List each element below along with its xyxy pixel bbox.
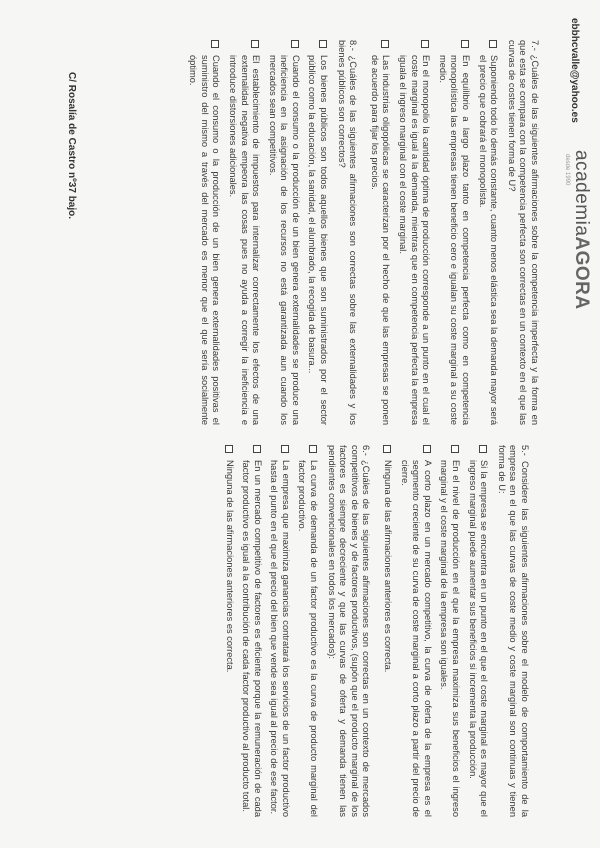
option-text: Los bienes públicos son todos aquellos bienes que son suministrados por el sector público como la educación, la sanidad, el alumbrado, la recogida de basura...: [307, 55, 330, 425]
right-column: [182, 40, 540, 425]
option-text: A corto plazo en un mercado competitivo, la curva de oferta de la empresa es el segmento creciente de su curva de coste marginal a corto plazo a partir del precio de cierre.: [399, 460, 433, 817]
q5-option-2[interactable]: [438, 445, 461, 817]
q6-option-1[interactable]: [296, 445, 319, 817]
option-text: El establecimiento de impuestos para internalizar correctamente los efectos de una externalidad negativa empeora las cosas pues no ayuda a corregir la ineficiencia e introduce distorsiones adicionales.: [227, 55, 262, 425]
q7-option-3[interactable]: [396, 40, 431, 425]
q8-option-2[interactable]: [266, 40, 301, 425]
checkbox[interactable]: [421, 40, 429, 48]
email-header: ebbhcvalle@yahoo.es: [569, 18, 580, 123]
checkbox[interactable]: [381, 40, 389, 48]
q5-option-1[interactable]: [466, 445, 489, 817]
checkbox[interactable]: [281, 445, 289, 453]
q7-option-4[interactable]: [368, 40, 391, 425]
question-8: 8.- ¿Cuáles de las siguientes afirmaciones son correctas sobre las externalidades y los bienes públicos son correctos?: [336, 40, 359, 425]
q8-option-4[interactable]: [187, 40, 222, 425]
q6-option-3[interactable]: [240, 445, 263, 817]
checkbox[interactable]: [211, 40, 219, 48]
checkbox[interactable]: [383, 445, 391, 453]
option-text: En el nivel de producción en el que la empresa maximiza sus beneficios el ingreso marginal y el coste marginal de la empresa son iguales.: [439, 460, 462, 817]
option-text: Cuando el consumo o la producción de un bien genera externalidades positivas el suministro del mismo a través del mercado es menor que el que sería socialmente óptimo.: [188, 55, 222, 425]
option-text: En el monopolio la cantidad óptima de producción corresponde a un punto en el cual el coste marginal es igual a la demanda, mientras que en competencia perfecta la empresa iguala el ingreso marginal con el coste marginal.: [398, 55, 432, 425]
logo-wordmark: [570, 150, 592, 310]
checkbox[interactable]: [479, 445, 487, 453]
option-text: Ninguna de las afirmaciones anteriores es correcta.: [224, 460, 235, 673]
logo-tagline: desde 1990: [564, 154, 570, 186]
q8-option-1[interactable]: [306, 40, 329, 425]
q5-option-4[interactable]: [381, 445, 393, 817]
logo-word-bold: AGORA: [571, 236, 592, 310]
checkbox[interactable]: [253, 445, 261, 453]
option-text: Las industrias oligopólicas se caracterizan por el hecho de que las empresas se ponen de acuerdo para fijar los precios.: [369, 55, 392, 425]
q6-option-4[interactable]: [223, 445, 235, 817]
option-text: Ninguna de las afirmaciones anteriores es correcta.: [383, 460, 394, 673]
logo-word-light: academia: [571, 150, 592, 237]
checkbox[interactable]: [423, 445, 431, 453]
checkbox[interactable]: [451, 445, 459, 453]
q7-option-2[interactable]: [436, 40, 471, 425]
option-text: En un mercado competitivo de factores es eficiente porque la remuneración de cada factor productivo es igual a la contribución de cada factor productivo al producto total.: [241, 460, 263, 817]
q6-option-2[interactable]: [268, 445, 291, 817]
checkbox[interactable]: [251, 40, 259, 48]
question-5: 5.- Considere las siguientes afirmaciones sobre el modelo de comportamiento de la empresa en el que las curvas de coste medio y coste marginal son continuas y tienen forma de U:: [496, 445, 530, 817]
checkbox[interactable]: [461, 40, 469, 48]
left-column: [218, 445, 530, 817]
option-text: Si la empresa se encuentra en un punto en el que el coste marginal es mayor que el ingreso marginal puede aumentar sus beneficios si incrementa la producción.: [467, 460, 490, 817]
q5-option-3[interactable]: [398, 445, 433, 817]
q8-option-3[interactable]: [226, 40, 261, 425]
question-7: 7.- ¿Cuáles de las siguientes afirmaciones sobre la competencia imperfecta y la forma en que esta se compara con la competencia perfecta son correctas en un contexto en el que las curvas de costes tienen forma de U?: [506, 40, 540, 425]
option-text: La empresa que maximiza ganancias contratará los servicios de un factor productivo hasta el punto en el que el precio del bien que vende sea igual al precio de ese factor.: [269, 460, 291, 817]
checkbox[interactable]: [309, 445, 317, 453]
question-6: 6.- ¿Cuáles de las siguientes afirmaciones son correctas en un contexto de mercados competitivos de bienes y de factores productivos, (supón que el producto marginal de los factores es siempre decreciente y que las curvas de oferta y demanda tienen las pendientes convencionales en todos los mercados):: [326, 445, 372, 817]
academia-agora-logo: [552, 150, 592, 310]
option-text: Cuando el consumo o la producción de un bien genera externalidades se produce una ineficiencia en la asignación de los recursos no está garantizada aun cuando los mercados sean competitivos.: [267, 55, 301, 425]
checkbox[interactable]: [319, 40, 327, 48]
option-text: Suponiendo todo lo demás constante, cuanto menos elástica sea la demanda mayor será el precio que cobrará el monopolista.: [477, 55, 500, 425]
option-text: La curva de demanda de un factor productivo es la curva de producto marginal del factor productivo.: [297, 460, 320, 817]
option-text: En equilibrio a largo plazo tanto en competencia perfecta como en competencia monopolística las empresas tienen beneficio cero e igualan su coste marginal a su coste medio.: [437, 55, 472, 425]
q7-option-1[interactable]: [476, 40, 499, 425]
checkbox[interactable]: [291, 40, 299, 48]
footer-address: C/ Rosalía de Castro nº37 bajo.: [66, 72, 77, 220]
checkbox[interactable]: [489, 40, 497, 48]
checkbox[interactable]: [225, 445, 233, 453]
